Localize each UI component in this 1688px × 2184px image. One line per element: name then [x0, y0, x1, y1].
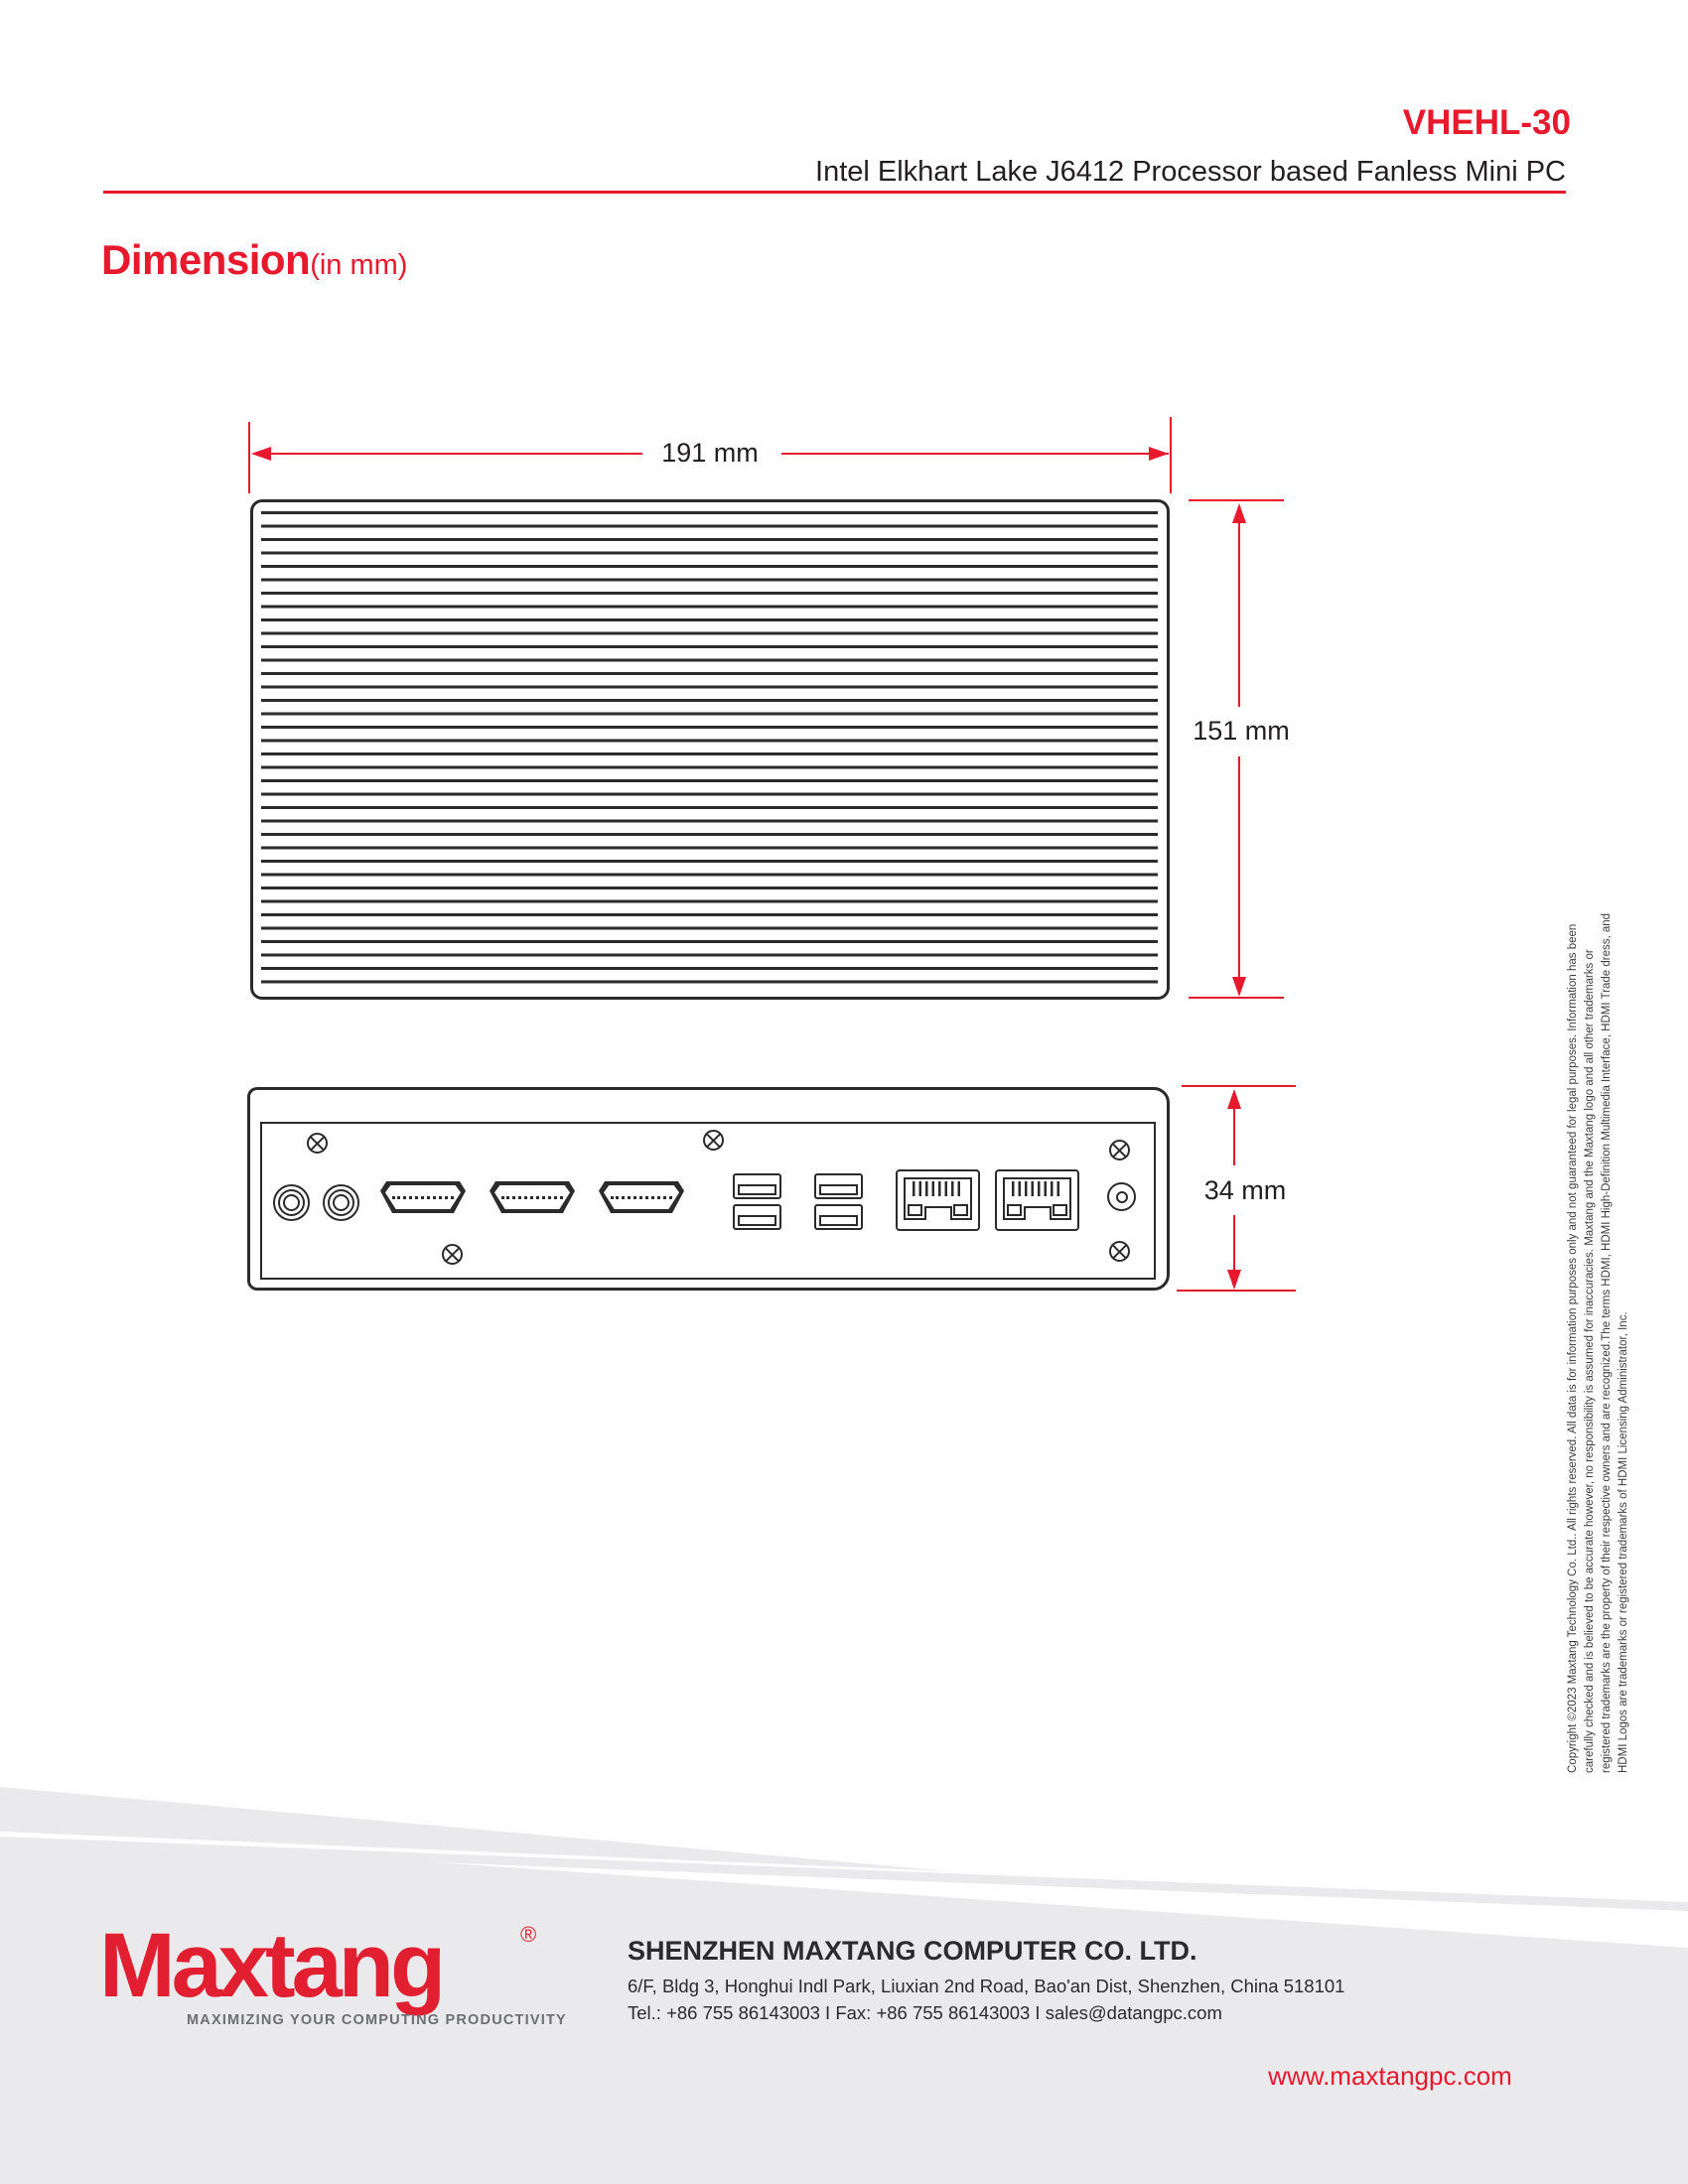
- legal-line-2: carefully checked and is believed to be accurate however, no responsibility is assumed for inaccuracies. Maxtang and the Maxtang logo and all other trademarks or: [1584, 949, 1596, 1773]
- dim-depth-label: 34 mm: [1203, 1175, 1287, 1205]
- dim-width-arrow-right: [1149, 447, 1169, 461]
- screw-icon-4: [442, 1244, 463, 1265]
- usb-port-4-tongue: [819, 1215, 858, 1226]
- legal-line-3: registered trademarks are the property of their respective owners and are recognized.The terms HDMI, HDMI High-Definition Multimedia Interface, HDMI Trade dress, and: [1601, 912, 1613, 1773]
- dim-height-line-top: [1238, 508, 1240, 707]
- dim-width-ext-right: [1170, 417, 1172, 493]
- company-address: 6/F, Bldg 3, Honghui Indl Park, Liuxian 2nd Road, Bao'an Dist, Shenzhen, China 518101: [628, 1976, 1345, 1996]
- hdmi-port-2: [490, 1181, 575, 1213]
- screw-icon-2: [703, 1130, 724, 1151]
- top-view-drawing: [250, 499, 1170, 1000]
- usb-port-1-tongue: [738, 1184, 776, 1195]
- dim-width-ext-left: [248, 422, 250, 493]
- dim-height-label: 151 mm: [1182, 716, 1301, 747]
- company-contact: Tel.: +86 755 86143003 I Fax: +86 755 86143003 I sales@datangpc.com: [628, 2002, 1222, 2023]
- dim-height-line-bottom: [1238, 756, 1240, 993]
- lan-port-2: [995, 1169, 1079, 1231]
- usb-port-4: [814, 1204, 863, 1230]
- lan-port-1-tab-right: [953, 1204, 968, 1216]
- hdmi-port-1: [380, 1181, 466, 1213]
- hdmi-port-2-pins: [501, 1196, 563, 1199]
- audio-jack-2-core: [333, 1194, 350, 1211]
- screw-icon-1: [307, 1133, 328, 1154]
- product-model: VHEHL-30: [1402, 103, 1571, 142]
- logo-tagline: MAXIMIZING YOUR COMPUTING PRODUCTIVITY: [187, 2012, 567, 2028]
- lan-port-1-socket: [904, 1177, 972, 1220]
- dim-depth-tick-top: [1182, 1085, 1296, 1087]
- lan-port-2-notch: [1024, 1206, 1052, 1220]
- maxtang-logo: Maxtang: [99, 1915, 443, 2016]
- audio-jack-1-core: [283, 1194, 300, 1211]
- legal-line-4: HDMI Logos are trademarks or registered trademarks of HDMI Licensing Administrator, Inc.: [1618, 1311, 1629, 1773]
- section-title: [101, 236, 407, 284]
- dim-height-arrow-down: [1232, 977, 1246, 997]
- screw-icon-3: [1109, 1140, 1130, 1160]
- section-unit-note: (in mm): [310, 249, 408, 281]
- lan-port-1: [896, 1169, 980, 1231]
- screw-icon-5: [1109, 1241, 1130, 1262]
- dim-width-arrow-left: [251, 447, 271, 461]
- hdmi-port-3-pins: [611, 1196, 672, 1199]
- legal-copyright-text: [1565, 864, 1632, 1773]
- website-link[interactable]: www.maxtangpc.com: [1268, 2061, 1512, 2091]
- dim-depth-tick-bottom: [1177, 1290, 1296, 1292]
- usb-port-1: [733, 1173, 781, 1199]
- registered-trademark-icon: ®: [520, 1922, 537, 1947]
- product-subtitle: Intel Elkhart Lake J6412 Processor based Fanless Mini PC: [815, 156, 1566, 188]
- lan-port-1-notch: [924, 1206, 952, 1220]
- audio-jack-2: [323, 1184, 359, 1221]
- heatsink-fins: [261, 511, 1158, 990]
- lan-port-2-tab-left: [1007, 1204, 1022, 1216]
- power-button-icon: [1107, 1182, 1136, 1211]
- usb-port-3-tongue: [738, 1215, 776, 1226]
- power-button-dot: [1116, 1191, 1128, 1203]
- lan-port-2-tab-right: [1053, 1204, 1067, 1216]
- lan-port-2-pins: [1012, 1181, 1062, 1196]
- lan-port-1-tab-left: [908, 1204, 922, 1216]
- company-name: SHENZHEN MAXTANG COMPUTER CO. LTD.: [628, 1936, 1197, 1966]
- dim-height-arrow-up: [1232, 503, 1246, 523]
- header-rule: [103, 191, 1566, 194]
- dim-width-label: 191 mm: [661, 438, 759, 468]
- hdmi-port-1-pins: [392, 1196, 454, 1199]
- dim-width-line-right: [781, 453, 1169, 455]
- usb-port-3: [733, 1204, 781, 1230]
- usb-port-2-tongue: [819, 1184, 858, 1195]
- lan-port-1-pins: [913, 1181, 963, 1196]
- section-title-text: Dimension: [101, 236, 311, 283]
- usb-port-2: [814, 1173, 863, 1199]
- dim-height-tick-bottom: [1189, 997, 1284, 999]
- dim-width-line-left: [255, 453, 642, 455]
- legal-line-1: Copyright ©2023 Maxtang Technology Co. Ltd.. All rights reserved. All data is for information purposes only and not guaranteed for legal purposes. Information has been: [1567, 923, 1579, 1773]
- lan-port-2-socket: [1003, 1177, 1071, 1220]
- dim-height-tick-top: [1189, 499, 1284, 501]
- hdmi-port-3: [599, 1181, 684, 1213]
- dim-depth-arrow-up: [1227, 1089, 1241, 1109]
- dim-depth-arrow-down: [1227, 1270, 1241, 1290]
- audio-jack-1: [273, 1184, 310, 1221]
